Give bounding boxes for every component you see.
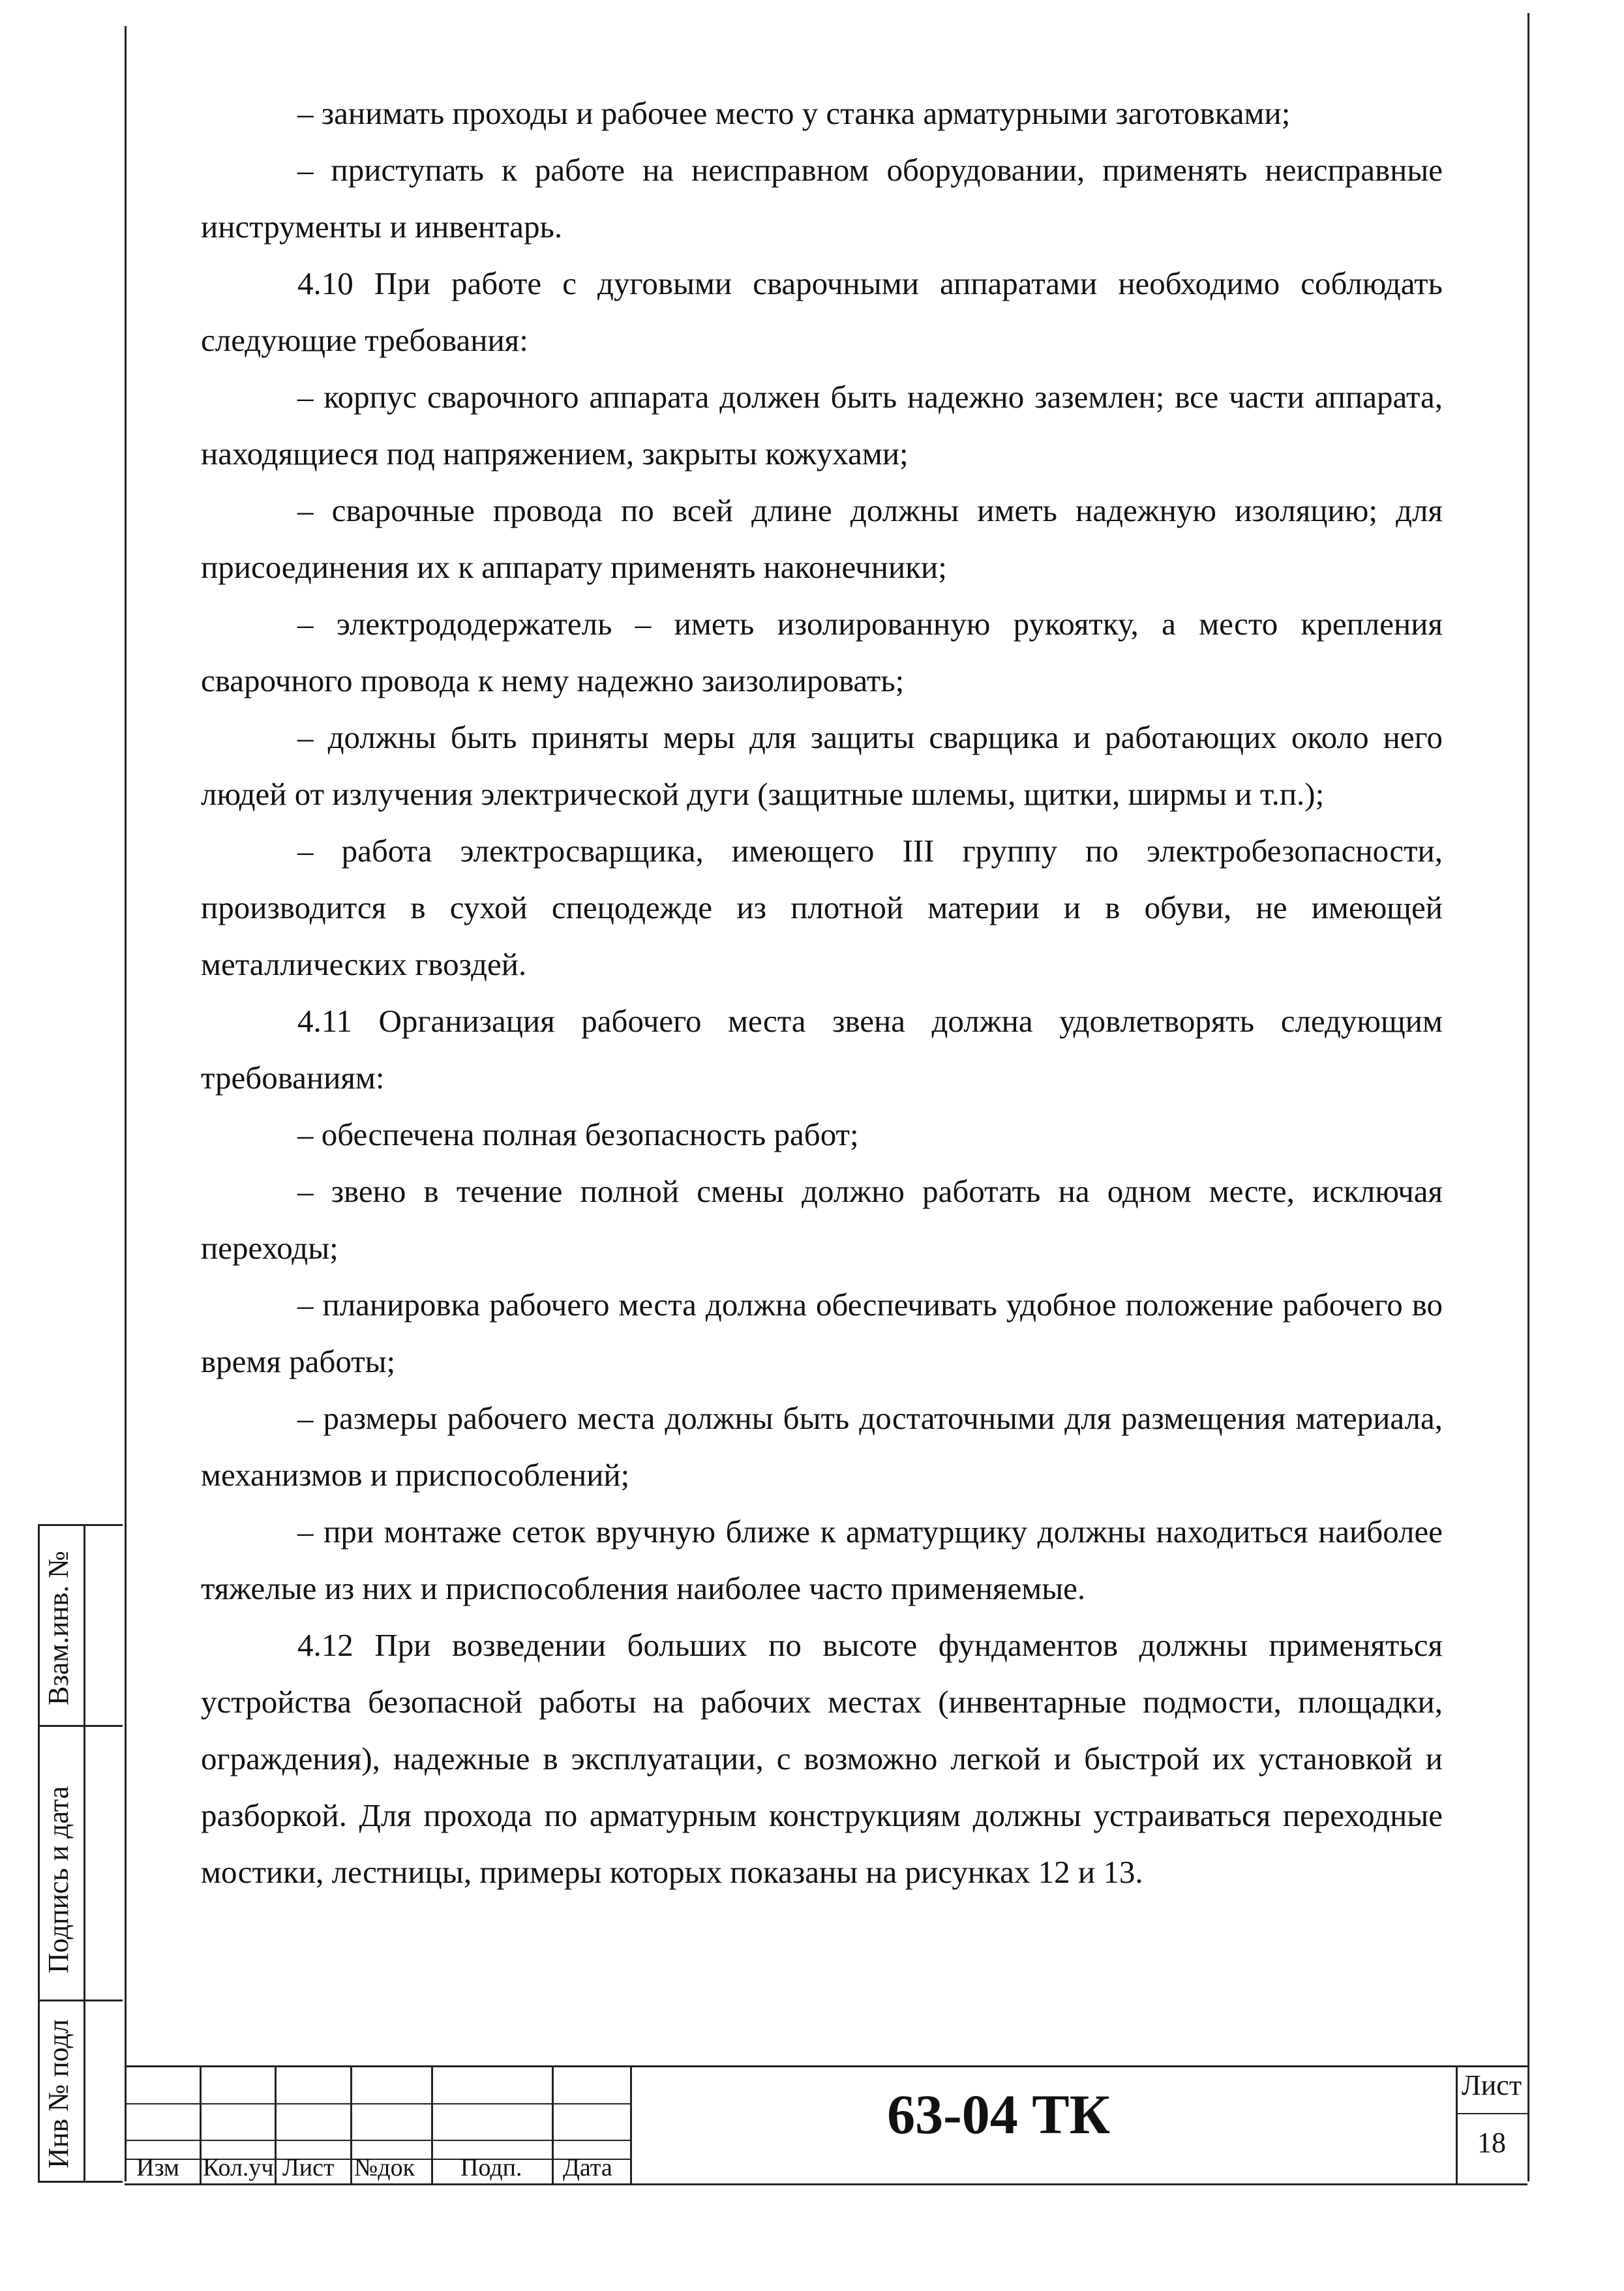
side-stamp-line [38,1725,123,1727]
frame-left-border [125,26,127,2181]
sheet-label: Лист [1461,2069,1522,2101]
document-code: 63-04 ТК [887,2083,1110,2146]
side-stamp [38,1524,123,2183]
title-block-line [630,2067,632,2183]
body-paragraph: – сварочные провода по всей длине должны иметь надежную изоляцию; для присоединения их к аппарату применять наконечники; [201,492,1443,585]
podpis-data-label: Подпись и дата [42,1786,74,1973]
body-paragraph: – обеспечена полная безопасность работ; [297,1116,859,1152]
side-stamp-line [38,1526,40,2183]
section-4-10: 4.10 При работе с дуговыми сварочными аппаратами необходимо соблюдать следующие требования: [201,265,1443,358]
title-block-line [1456,2113,1527,2114]
body-paragraph: – размеры рабочего места должны быть достаточными для размещения материала, механизмов и приспособлений; [201,1400,1443,1493]
section-4-11: 4.11 Организация рабочего места звена должна удовлетворять следующим требованиям: [201,1003,1443,1096]
body-paragraph: – при монтаже сеток вручную ближе к арматурщику должны находиться наиболее тяжелые из них и приспособления наиболее часто применяемые. [201,1514,1443,1606]
body-paragraph: – работа электросварщика, имеющего III группу по электробезопасности, производится в сухой спецодежде из плотной материи и в обуви, не имеющей металлических гвоздей. [201,833,1443,982]
col-list: Лист [282,2154,335,2181]
section-4-12: 4.12 При возведении больших по высоте фундаментов должны применяться устройства безопасной работы на рабочих местах (инвентарные подмости, площадки, ограждения), надежные в эксплуатации, с возможно легкой и быстрой их установкой и разборкой. Для прохода по арматурным конструкциям должны устраиваться переходные мостики, лестницы, примеры которых показаны на рисунках 12 и 13. [201,1627,1443,1890]
title-block-line [275,2067,277,2183]
body-paragraph: – приступать к работе на неисправном оборудовании, применять неисправные инструменты и инвентарь. [201,152,1443,245]
title-block [125,2065,1527,2185]
col-izm: Изм [136,2154,179,2181]
col-podp: Подп. [460,2154,522,2181]
side-stamp-line [38,2181,123,2183]
col-ndok: №док [354,2154,415,2181]
title-block-line [350,2067,352,2183]
title-block-line [552,2067,554,2183]
col-kol-uch: Кол.уч [203,2154,274,2181]
vzam-inv-label: Взам.инв. № [42,1551,74,1705]
side-stamp-line [38,1999,123,2001]
document-body [201,85,1443,1900]
body-paragraph: – звено в течение полной смены должно работать на одном месте, исключая переходы; [201,1173,1443,1266]
sheet-number: 18 [1477,2127,1506,2159]
body-paragraph: – корпус сварочного аппарата должен быть надежно заземлен; все части аппарата, находящиеся под напряжением, закрыты кожухами; [201,379,1443,472]
body-paragraph: – должны быть приняты меры для защиты сварщика и работающих около него людей от излучения электрической дуги (защитные шлемы, щитки, ширмы и т.п.); [201,719,1443,812]
col-data: Дата [563,2154,612,2181]
title-block-line [431,2067,433,2183]
body-paragraph: – электрододержатель – иметь изолированную рукоятку, а место крепления сварочного провода к нему надежно заизолировать; [201,606,1443,698]
body-paragraph: – планировка рабочего места должна обеспечивать удобное положение рабочего во время работы; [201,1287,1443,1379]
side-stamp-line [83,1526,85,2183]
inv-podl-label: Инв № подл [42,2019,74,2168]
title-block-line [200,2067,202,2183]
body-paragraph: – занимать проходы и рабочее место у станка арматурными заготовками; [297,95,1291,131]
frame-right-border [1527,13,1529,2181]
